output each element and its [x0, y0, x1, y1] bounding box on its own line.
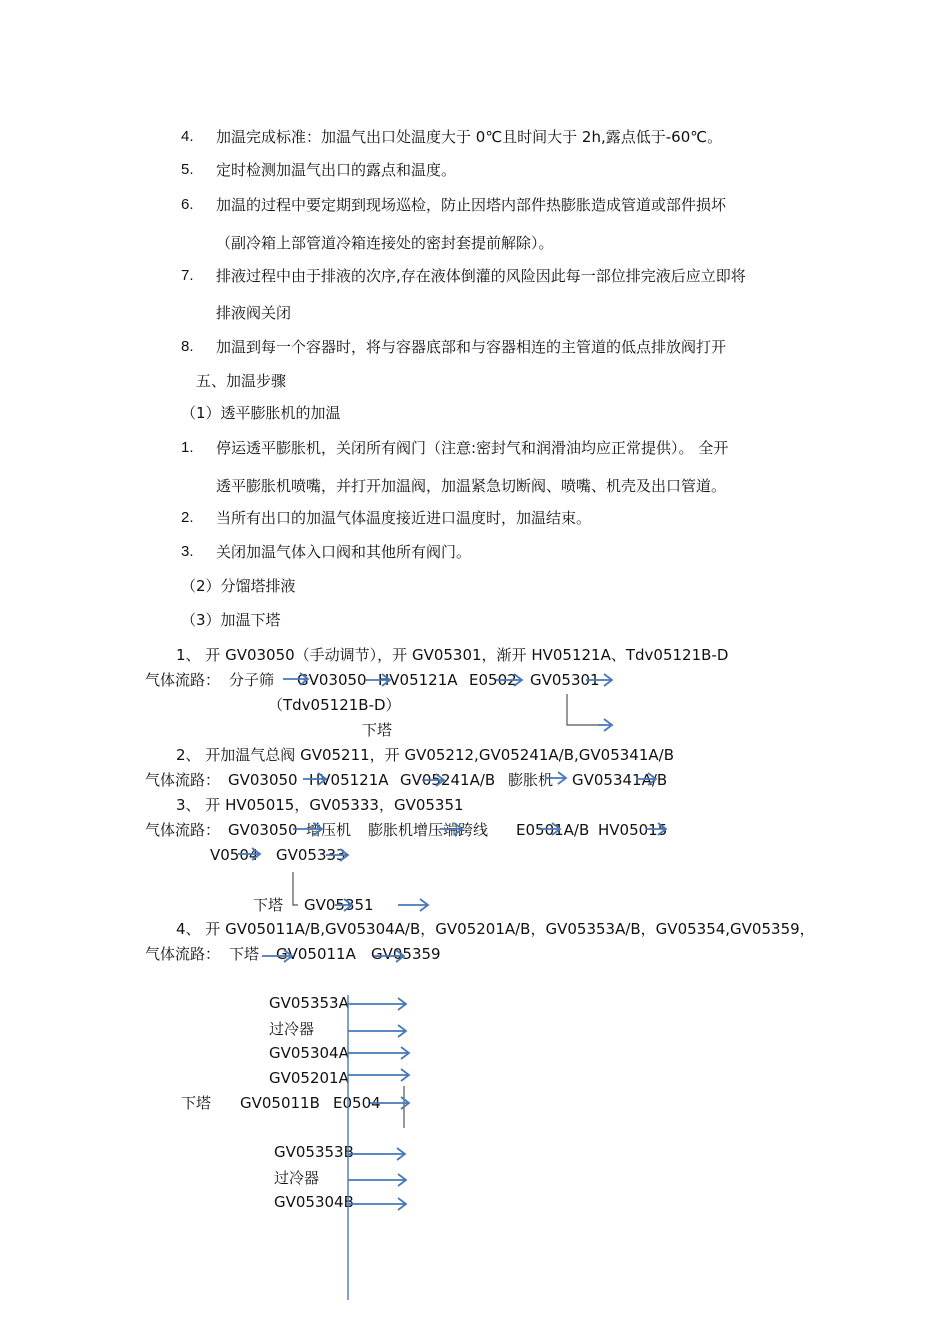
step1-node: GV05301	[530, 671, 600, 689]
step3-row3-node: GV05351	[304, 896, 374, 914]
subsection-1-title: （1）透平膨胀机的加温	[181, 404, 341, 422]
arrow-icon	[262, 950, 292, 962]
step2-node: HV05121A	[309, 771, 389, 789]
step4-branch-a-node: GV05304A	[269, 1044, 349, 1062]
step2-header: 2、 开加温气总阀 GV05211，开 GV05212,GV05241A/B,GV05341A/B	[176, 746, 675, 764]
step4-branch-a-node: GV05353A	[269, 994, 349, 1012]
item-6-text: 加温的过程中要定期到现场巡检，防止因塔内部件热膨胀造成管道或部件损坏	[216, 196, 727, 214]
arrow-icon	[398, 899, 428, 911]
step1-branch-label: （Tdv05121B-D）	[268, 696, 401, 714]
item-4-text: 加温完成标准：加温气出口处温度大于 0℃且时间大于 2h,露点低于-60℃。	[216, 128, 723, 146]
subsection-3-title: （3）加温下塔	[181, 611, 281, 629]
step-b2-number: 2.	[181, 509, 194, 526]
subsection-2-title: （2）分馏塔排液	[181, 577, 296, 595]
arrow-icon	[348, 998, 406, 1010]
step4-mid-node: 下塔	[181, 1094, 212, 1112]
step4-node: GV05011A	[276, 945, 356, 963]
step3-node: 增压机	[306, 821, 352, 839]
step2-node: GV05241A/B	[400, 771, 496, 789]
item-7-number: 7.	[181, 267, 194, 284]
step-b1-number: 1.	[181, 439, 194, 456]
step3-row2-node: V0504	[210, 846, 259, 864]
step1-node: GV03050	[297, 671, 367, 689]
arrow-icon	[636, 773, 656, 785]
arrow-icon	[293, 823, 322, 835]
step1-node: 分子筛	[229, 671, 275, 689]
arrow-icon	[348, 1025, 406, 1037]
item-6-number: 6.	[181, 196, 194, 213]
arrow-icon	[335, 899, 352, 911]
step3-row2-node: GV05333	[276, 846, 346, 864]
step4-branch-a-node: 过冷器	[269, 1020, 315, 1038]
item-5-text: 定时检测加温气出口的露点和温度。	[216, 161, 457, 179]
arrow-icon	[365, 674, 390, 686]
step2-node: GV05341A/B	[572, 771, 668, 789]
arrow-icon	[348, 1047, 409, 1059]
arrow-icon	[348, 1198, 406, 1210]
branch-line	[567, 694, 604, 725]
step3-node: HV05015	[598, 821, 668, 839]
step2-flow-label: 气体流路：	[145, 771, 221, 789]
item-7-text: 排液过程中由于排液的次序,存在液体倒灌的风险因此每一部位排完液后应立即将	[216, 267, 746, 285]
arrow-icon	[422, 774, 444, 786]
step4-header: 4、 开 GV05011A/B,GV05304A/B，GV05201A/B，GV05353A/B，GV05354,GV05359，	[176, 920, 815, 938]
arrow-icon	[586, 674, 612, 686]
step4-mid-node: E0504	[333, 1094, 381, 1112]
step1-node: HV05121A	[378, 671, 458, 689]
arrow-icon	[370, 1097, 409, 1109]
step-b1-text: 停运透平膨胀机，关闭所有阀门（注意:密封气和润滑油均应正常提供）。 全开	[216, 439, 729, 457]
step4-branch-b-node: 过冷器	[274, 1169, 320, 1187]
item-8-number: 8.	[181, 338, 194, 355]
step2-node: 膨胀机	[508, 771, 554, 789]
arrow-icon	[303, 773, 326, 785]
step-b2-text: 当所有出口的加温气体温度接近进口温度时，加温结束。	[216, 509, 592, 527]
step1-bottom-label: 下塔	[362, 721, 393, 739]
step3-node: E0501A/B	[516, 821, 590, 839]
item-5-number: 5.	[181, 161, 194, 178]
section-5-title: 五、加温步骤	[196, 372, 287, 390]
arrow-icon	[348, 1148, 405, 1160]
step4-node: 下塔	[229, 945, 260, 963]
branch-line	[293, 872, 298, 905]
step-b1-continuation: 透平膨胀机喷嘴，并打开加温阀，加温紧急切断阀、喷嘴、机壳及出口管道。	[216, 477, 727, 495]
arrow-icon	[440, 823, 462, 835]
arrow-icon	[348, 1174, 406, 1186]
step-b3-number: 3.	[181, 543, 194, 560]
item-6-continuation: （副冷箱上部管道冷箱连接处的密封套提前解除）。	[216, 234, 554, 252]
arrow-icon	[538, 823, 560, 835]
item-7-continuation: 排液阀关闭	[216, 304, 292, 322]
arrow-icon	[598, 719, 612, 731]
arrow-icon	[348, 1069, 409, 1081]
arrow-icon	[545, 772, 566, 784]
arrow-icon	[646, 823, 666, 835]
step4-branch-a-node: GV05201A	[269, 1069, 349, 1087]
step1-header: 1、 开 GV03050（手动调节），开 GV05301，渐开 HV05121A、Tdv05121B-D	[176, 646, 729, 664]
step4-branch-b-node: GV05304B	[274, 1193, 354, 1211]
step3-row3-node: 下塔	[253, 896, 284, 914]
arrow-icon	[374, 950, 404, 962]
step2-node: GV03050	[228, 771, 298, 789]
step3-header: 3、 开 HV05015，GV05333，GV05351	[176, 796, 464, 814]
step4-node: GV05359	[371, 945, 441, 963]
step1-flow-label: 气体流路：	[145, 671, 221, 689]
step3-flow-label: 气体流路：	[145, 821, 221, 839]
arrow-icon	[283, 673, 308, 685]
arrow-icon	[496, 674, 522, 686]
step1-node: E0502	[469, 671, 517, 689]
step4-branch-b-node: GV05353B	[274, 1143, 354, 1161]
step3-node: 膨胀机增压端跨线	[368, 821, 489, 839]
step-b3-text: 关闭加温气体入口阀和其他所有阀门。	[216, 543, 472, 561]
item-4-number: 4.	[181, 128, 194, 145]
step3-node: GV03050	[228, 821, 298, 839]
step4-mid-node: GV05011B	[240, 1094, 320, 1112]
arrow-icon	[326, 849, 348, 861]
item-8-text: 加温到每一个容器时，将与容器底部和与容器相连的主管道的低点排放阀打开	[216, 338, 727, 356]
step4-flow-label: 气体流路：	[145, 945, 221, 963]
arrow-icon	[238, 848, 260, 860]
